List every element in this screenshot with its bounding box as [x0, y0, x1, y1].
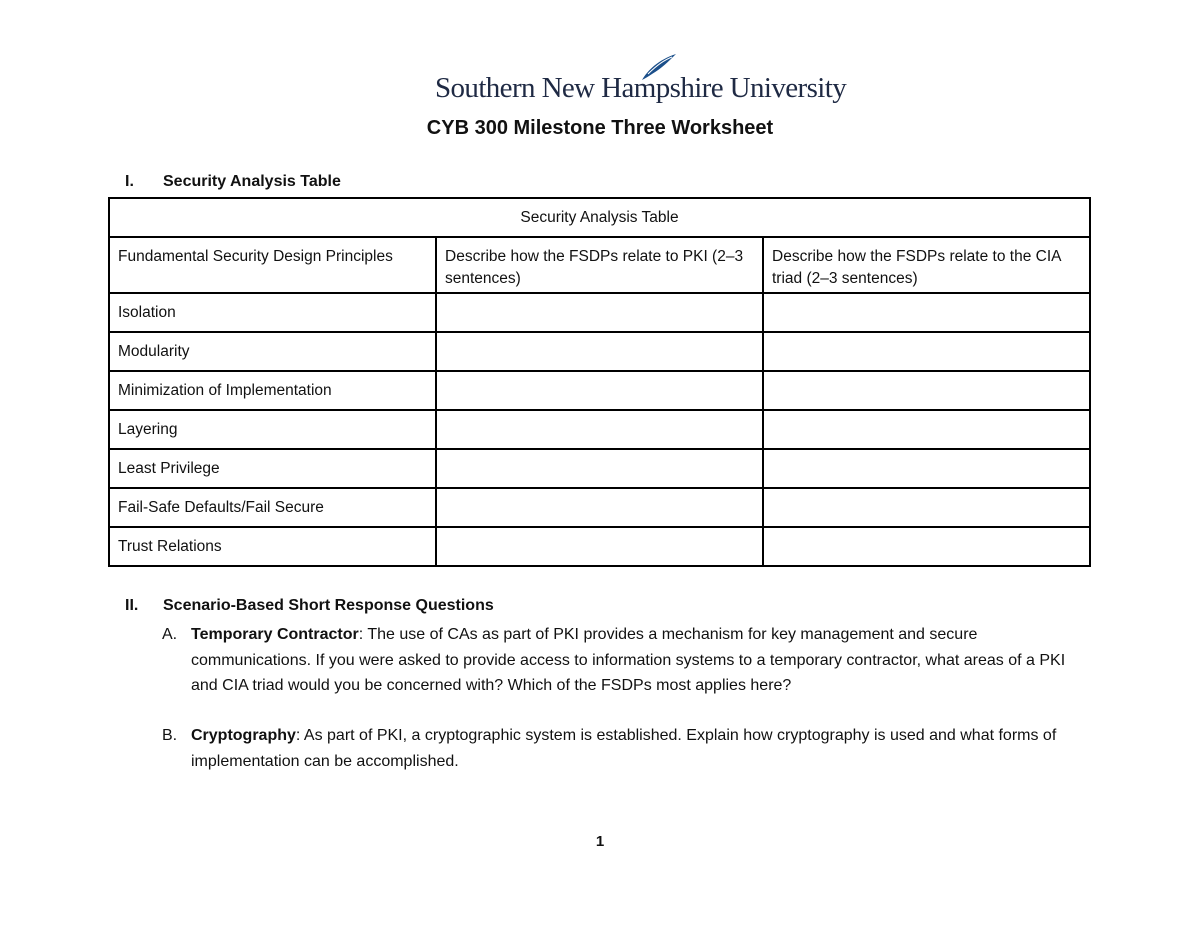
question-term: Cryptography — [191, 727, 296, 744]
table-caption: Security Analysis Table — [109, 198, 1090, 237]
section-heading-2 — [125, 597, 494, 615]
cia-response-cell[interactable] — [763, 371, 1090, 410]
security-analysis-table — [108, 197, 1091, 567]
cia-response-cell[interactable] — [763, 293, 1090, 332]
cia-response-cell[interactable] — [763, 449, 1090, 488]
cia-response-cell[interactable] — [763, 527, 1090, 566]
cia-response-cell[interactable] — [763, 410, 1090, 449]
pki-response-cell[interactable] — [436, 371, 763, 410]
page-number: 1 — [595, 833, 605, 850]
pki-response-cell[interactable] — [436, 293, 763, 332]
pki-response-cell[interactable] — [436, 449, 763, 488]
principle-cell: Layering — [109, 410, 436, 449]
section-title: Scenario-Based Short Response Questions — [163, 597, 494, 614]
question-body: : As part of PKI, a cryptographic system is established. Explain how cryptography is used and what forms of implementation can be accomplished. — [191, 727, 1057, 770]
table-row — [109, 293, 1090, 332]
table-row — [109, 449, 1090, 488]
question-letter: B. — [162, 727, 178, 744]
university-name: Southern New Hampshire University — [435, 72, 847, 104]
question-a — [162, 622, 1092, 699]
pki-response-cell[interactable] — [436, 488, 763, 527]
cia-response-cell[interactable] — [763, 488, 1090, 527]
question-body: : The use of CAs as part of PKI provides a mechanism for key management and secure communications. If you were asked to provide access to information systems to a temporary contractor, what areas of a PKI and CIA triad would you be concerned with? Which of the FSDPs most applies here? — [191, 626, 1066, 694]
section-number: II. — [125, 597, 139, 614]
section-title: Security Analysis Table — [163, 173, 341, 190]
principle-cell: Isolation — [109, 293, 436, 332]
table-row — [109, 332, 1090, 371]
principle-cell: Trust Relations — [109, 527, 436, 566]
section-number: I. — [125, 173, 134, 190]
question-text — [191, 622, 1092, 699]
cia-response-cell[interactable] — [763, 332, 1090, 371]
question-term: Temporary Contractor — [191, 626, 359, 643]
section-heading-1 — [125, 173, 341, 191]
principle-cell: Fail-Safe Defaults/Fail Secure — [109, 488, 436, 527]
table-row — [109, 371, 1090, 410]
principle-cell: Modularity — [109, 332, 436, 371]
pki-response-cell[interactable] — [436, 410, 763, 449]
pki-response-cell[interactable] — [436, 332, 763, 371]
table-row — [109, 527, 1090, 566]
table-row — [109, 488, 1090, 527]
header-principles: Fundamental Security Design Principles — [109, 237, 436, 293]
table-caption-row — [109, 198, 1090, 237]
table-row — [109, 410, 1090, 449]
principle-cell: Least Privilege — [109, 449, 436, 488]
header-pki: Describe how the FSDPs relate to PKI (2–3 sentences) — [436, 237, 763, 293]
document-title: CYB 300 Milestone Three Worksheet — [426, 117, 774, 139]
table-header-row — [109, 237, 1090, 293]
question-letter: A. — [162, 626, 178, 643]
question-text — [191, 723, 1092, 774]
header-cia: Describe how the FSDPs relate to the CIA triad (2–3 sentences) — [763, 237, 1090, 293]
principle-cell: Minimization of Implementation — [109, 371, 436, 410]
question-b — [162, 723, 1092, 774]
university-logo — [430, 52, 847, 106]
pki-response-cell[interactable] — [436, 527, 763, 566]
